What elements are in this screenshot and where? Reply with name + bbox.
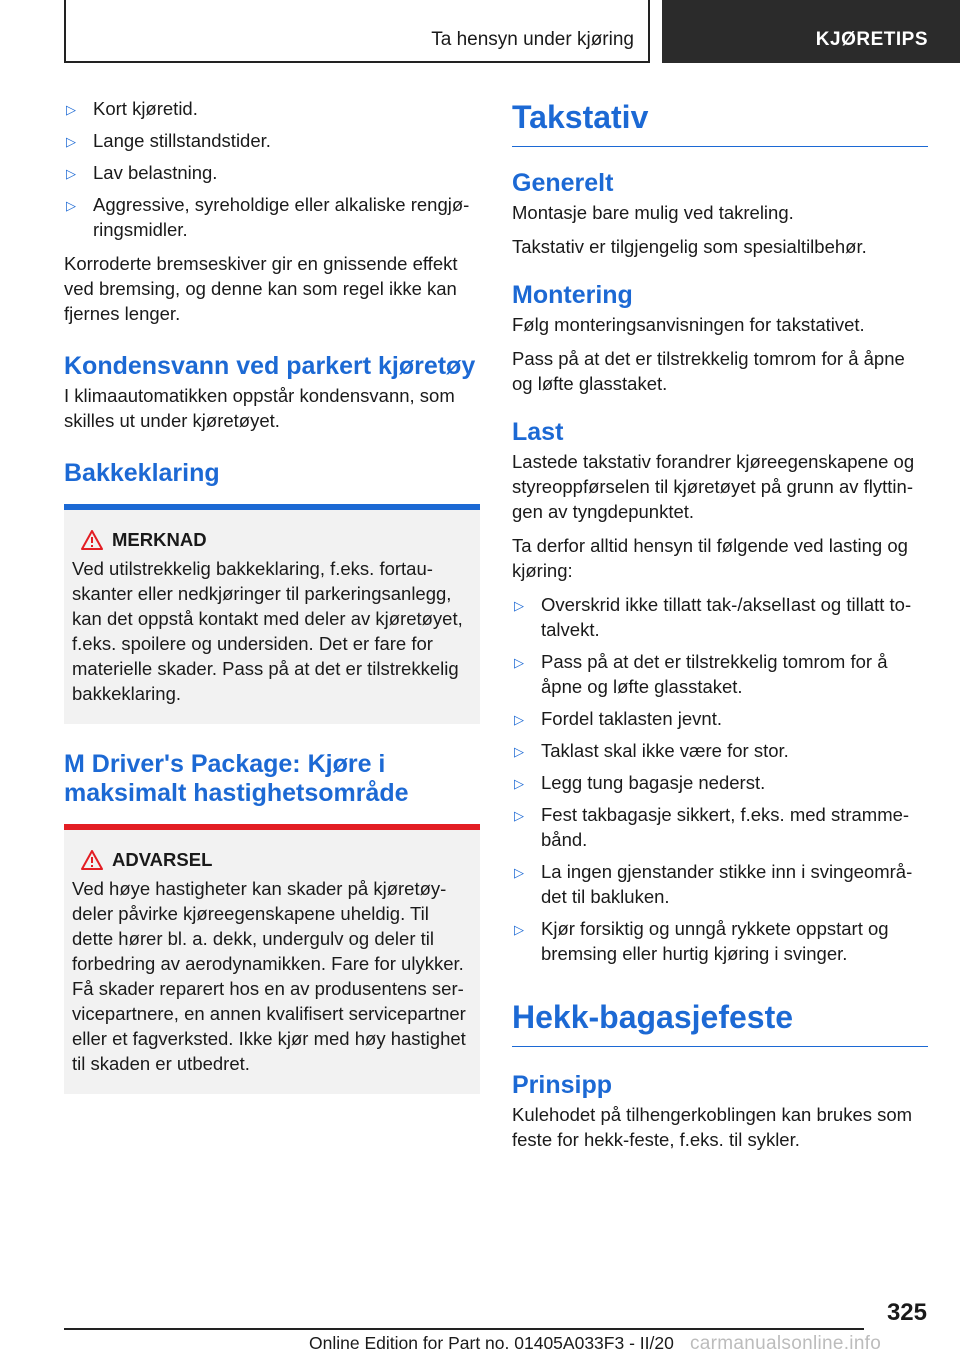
heading-prinsipp: Prinsipp (512, 1071, 613, 1099)
page-number: 325 (886, 1299, 927, 1326)
triangle-right-icon: ▷ (514, 712, 524, 727)
list-item: ▷ Overskrid ikke tillatt tak-/akselIast og tillatt to-talvekt. (514, 594, 912, 640)
list-item: ▷ Fordel taklasten jevnt. (512, 706, 928, 731)
paragraph: I klimaautomatikken oppstår kondensvann, som skilles ut under kjøretøyet. (64, 385, 455, 431)
triangle-right-icon: ▷ (66, 198, 76, 213)
paragraph: Følg monteringsanvisningen for takstativet. (512, 314, 865, 335)
triangle-right-icon: ▷ (514, 865, 524, 880)
triangle-right-icon: ▷ (514, 776, 524, 791)
chapter-tab (662, 0, 960, 63)
right-column (512, 96, 928, 1161)
paragraph: Kulehodet på tilhengerkoblingen kan brukes som feste for hekk-feste, f.eks. til sykler. (512, 1104, 913, 1150)
warning-text: Ved høye hastigheter kan skader på kjøretøy-deler påvirke kjøreegenskapene uheldig. Til dette hører bl. a. dekk, undergulv og deler til forbedring av aerodynamikken. Fare for ulykker. Få skader reparert hos en av produsentens ser-vicepartnere, en annen kvalifisert servicepartner eller et fagverksted. Ikke kjør med høy hastighet til skaden er utbedret. (72, 878, 466, 1074)
left-column (64, 96, 480, 1112)
heading-hekk-bagasjefeste: Hekk-bagasjefeste (512, 992, 928, 1047)
heading-generelt: Generelt (512, 169, 614, 197)
triangle-right-icon: ▷ (514, 922, 524, 937)
paragraph: Korroderte bremseskiver gir en gnissende effekt ved bremsing, og denne kan som regel ikke kan fjernes lenger. (64, 253, 458, 324)
heading-kondensvann: Kondensvann ved parkert kjøretøy (64, 352, 476, 380)
note-title: MERKNAD (112, 529, 207, 550)
paragraph: Lastede takstativ forandrer kjøreegenskapene og styreoppførselen til kjøretøyet på grunn av flyttin-gen av tyngdepunktet. (512, 451, 915, 522)
list-item: ▷ Lav belastning. (64, 160, 480, 185)
triangle-right-icon: ▷ (66, 166, 76, 181)
running-header (64, 0, 650, 63)
heading-montering: Montering (512, 281, 633, 309)
list-item: ▷ Pass på at det er tilstrekkelig tomrom for å åpne og løfte glasstaket. (514, 651, 888, 697)
list-item: ▷ Legg tung bagasje nederst. (512, 770, 928, 795)
triangle-right-icon: ▷ (514, 655, 524, 670)
paragraph: Ta derfor alltid hensyn til følgende ved lasting og kjøring: (512, 535, 908, 581)
list-item: ▷ Taklast skal ikke være for stor. (512, 738, 928, 763)
triangle-right-icon: ▷ (514, 598, 524, 613)
paragraph: Takstativ er tilgjengelig som spesialtilbehør. (512, 236, 867, 257)
warning-triangle-icon (72, 530, 112, 550)
triangle-right-icon: ▷ (66, 134, 76, 149)
list-item: ▷ Kort kjøretid. (64, 96, 480, 121)
list-item: ▷ Kjør forsiktig og unngå rykkete oppstart og bremsing eller hurtig kjøring i svinger. (514, 918, 889, 964)
warning-box (64, 824, 480, 1094)
heading-m-drivers-package: M Driver's Package: Kjøre i maksimalt hastighetsområde (64, 750, 409, 807)
heading-takstativ: Takstativ (512, 96, 928, 147)
watermark: carmanualsonline.info (690, 1333, 882, 1354)
bullet-list-1 (64, 96, 480, 242)
note-box (64, 504, 480, 724)
list-item: ▷ Fest takbagasje sikkert, f.eks. med stramme-bånd. (514, 804, 910, 850)
list-item: ▷ Aggressive, syreholdige eller alkaliske rengjø-ringsmidler. (66, 194, 470, 240)
bullet-list-2 (512, 592, 928, 966)
heading-bakkeklaring: Bakkeklaring (64, 459, 220, 487)
warning-title: ADVARSEL (112, 849, 213, 870)
chapter-title: KJØRETIPS (815, 29, 928, 50)
triangle-right-icon: ▷ (514, 808, 524, 823)
footer-edition: Online Edition for Part no. 01405A033F3 - II/20 (309, 1333, 674, 1353)
heading-last: Last (512, 418, 564, 446)
paragraph: Montasje bare mulig ved takreling. (512, 202, 794, 223)
triangle-right-icon: ▷ (514, 744, 524, 759)
list-item: ▷ La ingen gjenstander stikke inn i svingeområ-det til bakluken. (514, 861, 913, 907)
paragraph: Pass på at det er tilstrekkelig tomrom for å åpne og løfte glasstaket. (512, 348, 905, 394)
warning-triangle-icon (72, 850, 112, 870)
footer-divider (64, 1328, 864, 1330)
note-text: Ved utilstrekkelig bakkeklaring, f.eks. fortau-skanter eller nedkjøringer til parkeringsanlegg, kan det oppstå kontakt med deler av kjøretøyet, f.eks. spoilere og undersiden. Det er fare for materielle skader. Pass på at det er tilstrekkelig bakkeklaring. (72, 558, 463, 704)
section-title: Ta hensyn under kjøring (431, 29, 634, 50)
list-item: ▷ Lange stillstandstider. (64, 128, 480, 153)
triangle-right-icon: ▷ (66, 102, 76, 117)
